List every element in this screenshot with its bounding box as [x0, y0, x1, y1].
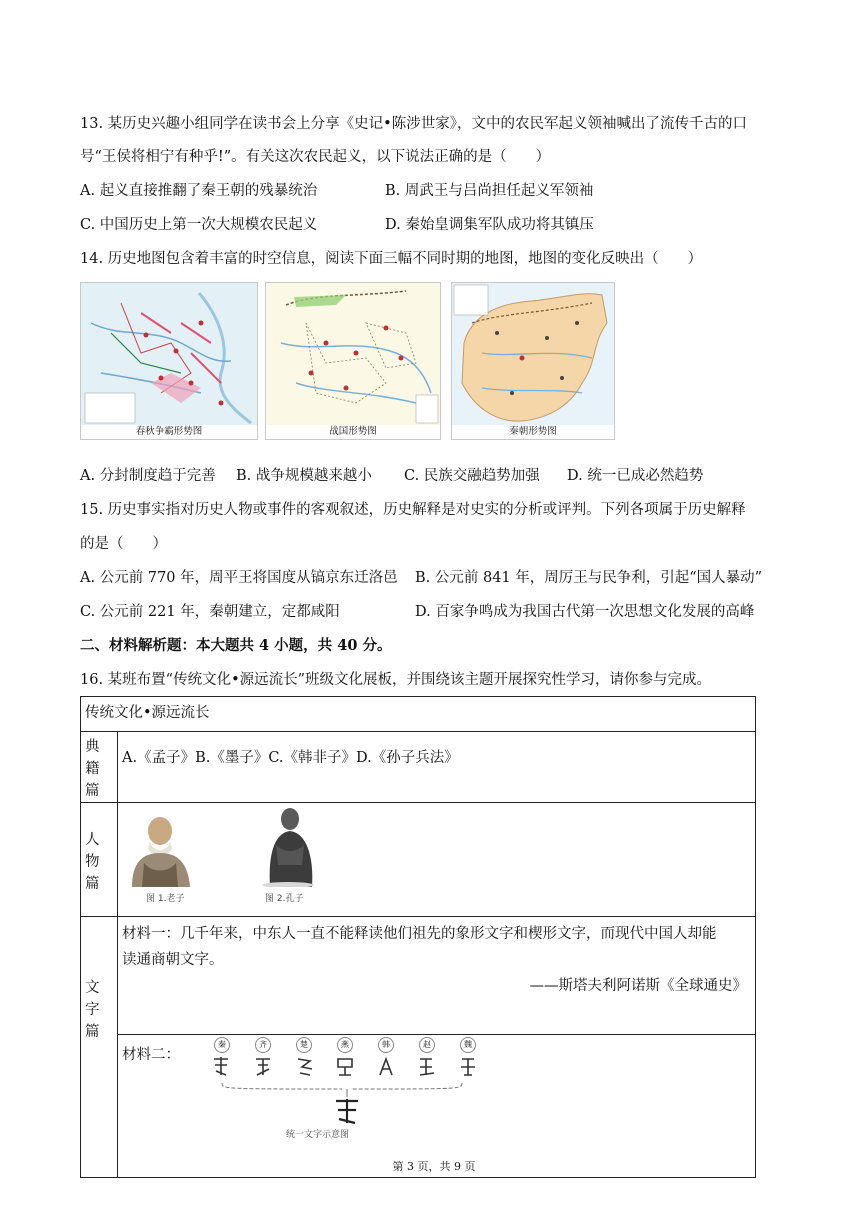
- row-label-figures: 人物篇: [81, 803, 118, 917]
- map1-caption: 春秋争霸形势图: [81, 425, 257, 439]
- state-label-qi: 齐: [255, 1037, 271, 1053]
- q13-option-d[interactable]: D. 秦始皇调集军队成功将其镇压: [385, 217, 594, 233]
- culture-board-table: [80, 696, 756, 1178]
- script-unification-diagram: [212, 1037, 512, 1143]
- q13-stem-line1: 13. 某历史兴趣小组同学在读书会上分享《史记•陈涉世家》，文中的农民军起义领袖喊出了流传千古的口: [80, 116, 747, 132]
- pic2-caption: 图 2.孔子: [265, 894, 304, 904]
- map3-caption: 秦朝形势图: [452, 425, 614, 439]
- material1-line2: 读通商朝文字。: [122, 952, 224, 968]
- material-two: [118, 1034, 756, 1177]
- q15-option-d[interactable]: D. 百家争鸣成为我国古代第一次思想文化发展的高峰: [415, 604, 755, 620]
- q13-option-a[interactable]: A. 起义直接推翻了秦王朝的残暴统治: [80, 183, 318, 199]
- map2-caption: 战国形势图: [266, 425, 440, 439]
- q14-option-c[interactable]: C. 民族交融趋势加强: [404, 468, 540, 484]
- row-content-figures: [118, 803, 756, 917]
- material1-line1: 材料一：几千年来，中东人一直不能释读他们祖先的象形文字和楔形文字，而现代中国人却能: [122, 926, 717, 942]
- state-label-han: 韩: [378, 1037, 394, 1053]
- seal-script-glyphs: [212, 1055, 512, 1125]
- q14-option-a[interactable]: A. 分封制度趋于完善: [80, 468, 216, 484]
- map-qin-dynasty: [451, 282, 615, 440]
- q16-stem: 16. 某班布置“传统文化•源远流长”班级文化展板，并围绕该主题开展探究性学习，请你参与完成。: [80, 672, 712, 688]
- q13-option-c[interactable]: C. 中国历史上第一次大规模农民起义: [80, 217, 318, 233]
- q15-stem-line1: 15. 历史事实指对历史人物或事件的客观叙述，历史解释是对史实的分析或评判。下列各项属于历史解释: [80, 502, 746, 518]
- pic1-caption: 图 1.老子: [146, 894, 185, 904]
- section-heading: 二、材料解析题：本大题共 4 小题，共 40 分。: [80, 637, 392, 654]
- q13-option-b[interactable]: B. 周武王与吕尚担任起义军领袖: [385, 183, 594, 199]
- state-label-yan: 燕: [337, 1037, 353, 1053]
- q15-option-b[interactable]: B. 公元前 841 年，周厉王与民争利，引起“国人暴动”: [415, 570, 763, 586]
- row-label-writing: 文字篇: [81, 917, 118, 1178]
- map-spring-autumn: [80, 282, 258, 440]
- page-footer: 第 3 页，共 9 页: [392, 1160, 476, 1173]
- material-one: [118, 917, 756, 1035]
- state-label-qin: 秦: [214, 1037, 230, 1053]
- laozi-portrait: [122, 813, 198, 887]
- table-title: 传统文化•源远流长: [81, 697, 756, 732]
- state-label-chu: 楚: [296, 1037, 312, 1053]
- row-label-classics: 典籍篇: [81, 732, 118, 803]
- material1-source: ——斯塔夫利阿诺斯《全球通史》: [529, 978, 747, 994]
- q15-option-a[interactable]: A. 公元前 770 年，周平王将国度从镐京东迁洛邑: [80, 570, 398, 586]
- row-content-classics: A.《孟子》B.《墨子》C.《韩非子》D.《孙子兵法》: [118, 732, 756, 803]
- q14-stem: 14. 历史地图包含着丰富的时空信息，阅读下面三幅不同时期的地图，地图的变化反映出（ ）: [80, 251, 703, 267]
- map-warring-states: [265, 282, 441, 440]
- q13-stem-line2: 号“王侯将相宁有种乎!”。有关这次农民起义，以下说法正确的是（ ）: [80, 149, 551, 165]
- material2-label: 材料二：: [122, 1046, 180, 1063]
- q15-stem-line2: 的是（ ）: [80, 536, 167, 552]
- confucius-portrait: [256, 805, 320, 887]
- diagram-caption: 统一文字示意图: [286, 1129, 350, 1140]
- q15-option-c[interactable]: C. 公元前 221 年，秦朝建立，定都咸阳: [80, 604, 340, 620]
- state-label-wei: 魏: [460, 1037, 476, 1053]
- q14-option-b[interactable]: B. 战争规模越来越小: [236, 468, 372, 484]
- q14-option-d[interactable]: D. 统一已成必然趋势: [567, 468, 704, 484]
- state-label-zhao: 赵: [419, 1037, 435, 1053]
